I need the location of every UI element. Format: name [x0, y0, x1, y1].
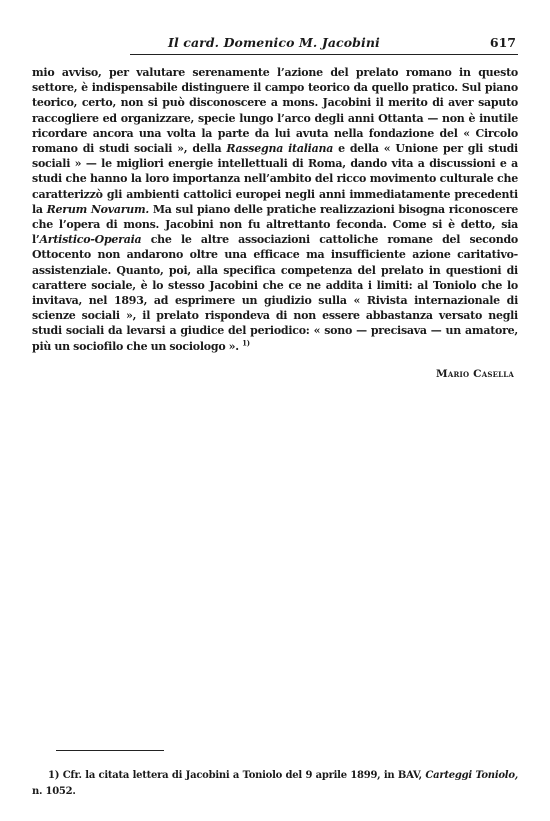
body-italic-rerum-novarum: Rerum Novarum. — [46, 202, 149, 216]
body-segment-1: mio avviso, per valutare serenamente l’azione del prelato romano in questo settore, è indispensabile distinguere il campo teorico da quello pratico. Sul piano teorico, certo, non si può disconoscere a mons. Jacobini il merito di aver saputo raccogliere ed organizzare, specie lungo l’arco degli anni Ottanta — non è inutile ricordare ancora una volta la parte da lui avuta nella fondazione del « Circolo romano di studi sociali », della — [32, 66, 518, 156]
page-number: 617 — [489, 35, 516, 50]
running-head — [130, 34, 518, 55]
footnote-text-1: Cfr. la citata lettera di Jacobini a Toniolo del 9 aprile 1899, in BAV, — [59, 770, 426, 781]
footnote-reference[interactable]: 1) — [242, 338, 250, 347]
body-segment-7: che le altre associazioni cattoliche romane del secondo Ottocento non andarono oltre una efficace ma insufficiente azione caritativo-assistenziale. Quanto, poi, alla specifica competenza del prelato in questioni di carattere sociale, è lo stesso Jacobini che ce ne addita i limiti: al Toniolo che lo invitava, nel 1893, ad esprimere un giudizio sulla « Rivista internazionale di scienze sociali », il prelato rispondeva di non essere abbastanza versato negli studi sociali da levarsi a giudice del periodico: « sono — precisava — un amatore, più un sociofilo che un sociologo ». — [32, 233, 518, 353]
running-head-title: Il card. Domenico M. Jacobini — [168, 35, 380, 50]
body-segment-5: Ma sul piano delle pratiche realizzazioni bisogna riconoscere che l’opera di mons. Jacobini non fu altrettanto feconda. Come si è detto, sia l’ — [32, 202, 518, 247]
body-segment-3: e della « Unione per gli studi sociali » — le migliori energie intellettuali di Roma, dando vita a discussioni e a studi che hanno la loro importanza nell’ambito del ricco movimento culturale che caratterizzò gli ambienti cattolici europei negli anni immediatamente precedenti la — [32, 142, 518, 216]
body-text — [32, 65, 518, 354]
footnote-divider — [56, 750, 164, 751]
body-italic-artistico-operaia: Artistico-Operaia — [39, 233, 142, 247]
author-signature: Mario Casella — [436, 367, 514, 380]
footnote-marker: 1) — [48, 770, 60, 781]
page — [32, 34, 518, 804]
footnote-italic-carteggi: Carteggi Toniolo, — [425, 770, 518, 781]
footnote-text-3: n. 1052. — [32, 786, 76, 797]
footnote — [32, 768, 518, 800]
body-paragraph — [32, 65, 518, 354]
body-italic-rassegna: Rassegna italiana — [226, 142, 334, 156]
